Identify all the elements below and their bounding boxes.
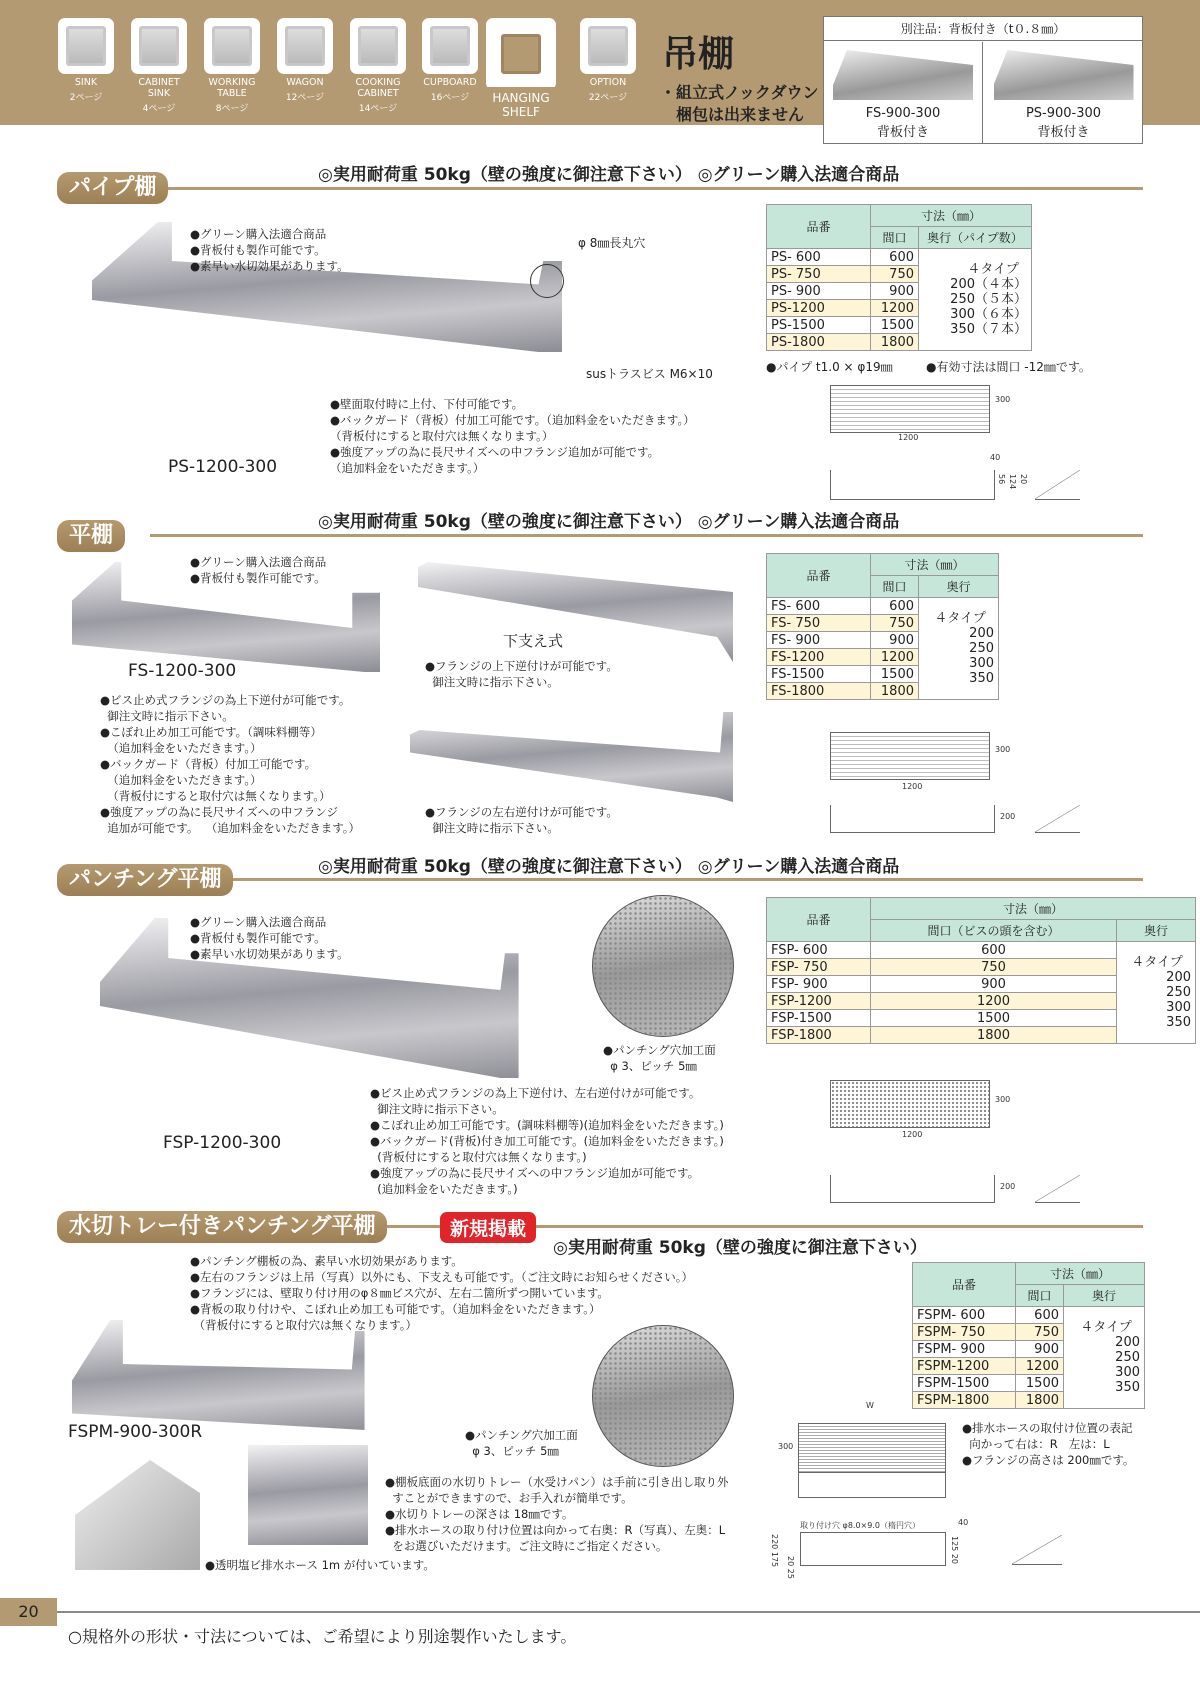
width-cell: 600	[871, 942, 1117, 959]
punching-detail-circle	[592, 895, 734, 1037]
model-cell: FS- 600	[767, 598, 871, 615]
feature-list: ●壁面取付時に上付、下付可能です。 ●バックガード（背板）付加工可能です。（追加料金をいただきます。） （背板付にすると取付穴は無くなります。） ●強度アップの為に長尺サイズへの中フランジ追加が可能です。 （追加料金をいただきます。）	[330, 397, 695, 475]
screw-callout: susトラスビス M6×10	[586, 367, 713, 381]
header-note: 梱包は出来ません	[676, 105, 805, 124]
category-page: 8ページ	[215, 104, 249, 114]
width-cell: 1200	[871, 300, 919, 317]
dimension-label: 300	[995, 745, 1011, 754]
dimension-label: 300	[995, 1095, 1011, 1104]
footer-divider	[57, 1611, 1200, 1613]
section-label-punching: パンチング平棚	[57, 864, 233, 896]
dimension-label: 40	[958, 1518, 969, 1527]
table-note: ●有効寸法は間口 -12㎜です。	[926, 360, 1091, 374]
model-cell: FSPM-1800	[913, 1392, 1016, 1409]
category-icon	[204, 18, 260, 74]
section-divider	[150, 187, 1143, 190]
feature-list: ●グリーン購入法適合商品 ●背板付も製作可能です。	[190, 555, 327, 585]
feature-list: ●グリーン購入法適合商品 ●背板付も製作可能です。 ●素早い水切効果があります。	[190, 227, 349, 273]
drain-shelf-photo	[72, 1320, 390, 1430]
model-cell: FSPM- 600	[913, 1307, 1016, 1324]
width-cell: 750	[871, 266, 919, 283]
width-cell: 1500	[871, 666, 919, 683]
dimension-label: 1200	[902, 1130, 923, 1139]
top-view-drawing	[830, 1080, 990, 1128]
load-notice: ◎実用耐荷重 50kg（壁の強度に御注意下さい） ◎グリーン購入法適合商品	[318, 165, 900, 185]
model-cell: PS-1800	[767, 334, 871, 351]
hole-callout-circle	[530, 264, 564, 298]
category-working-table[interactable]	[203, 18, 261, 114]
category-icon	[580, 18, 636, 74]
width-cell: 900	[871, 283, 919, 300]
dimension-label: 20	[1019, 474, 1028, 485]
category-page: 16ページ	[430, 93, 470, 103]
flat-shelf-photo-2	[410, 712, 733, 802]
width-cell: 1800	[871, 334, 919, 351]
model-cell: FSP-1200	[767, 993, 871, 1010]
col-header-dimensions: 寸法（㎜）	[871, 898, 1196, 920]
table-row	[767, 249, 1032, 266]
col-header-dimensions: 寸法（㎜）	[871, 554, 999, 576]
category-icon	[350, 18, 406, 74]
model-cell: FSP- 750	[767, 959, 871, 976]
width-cell: 750	[1016, 1324, 1064, 1341]
model-cell: FS-1500	[767, 666, 871, 683]
dimension-label: 300	[778, 1442, 794, 1451]
category-option[interactable]	[579, 18, 637, 103]
depth-cell: ４タイプ 200（４本） 250（５本） 300（６本） 350（７本）	[919, 249, 1032, 351]
footer-note: ○規格外の形状・寸法については、ご希望により別途製作いたします。	[68, 1627, 577, 1646]
category-page: 4ページ	[142, 104, 176, 114]
front-view-drawing	[830, 1175, 995, 1203]
category-label: SINK	[74, 77, 98, 88]
width-cell: 600	[1016, 1307, 1064, 1324]
side-view-drawing	[1035, 805, 1080, 833]
model-cell: PS- 750	[767, 266, 871, 283]
model-cell: FSPM- 900	[913, 1341, 1016, 1358]
header-note: ・組立式ノックダウン	[660, 83, 819, 102]
dimension-label: W	[866, 1401, 874, 1410]
model-number: FSPM-900-300R	[68, 1422, 203, 1442]
category-cabinet-sink[interactable]	[130, 18, 188, 114]
new-badge: 新規掲載	[440, 1212, 536, 1243]
spec-table	[766, 553, 999, 700]
feature-list: ●グリーン購入法適合商品 ●背板付も製作可能です。 ●素早い水切効果があります。	[190, 915, 349, 961]
top-view-drawing	[830, 732, 990, 780]
model-number: FSP-1200-300	[163, 1133, 282, 1153]
col-header-width: 間口（ビスの頭を含む）	[871, 920, 1117, 942]
load-notice: ◎実用耐荷重 50kg（壁の強度に御注意下さい）	[553, 1238, 927, 1258]
col-header-depth: 奥行（パイプ数）	[919, 227, 1032, 249]
width-cell: 1500	[871, 1010, 1117, 1027]
width-cell: 600	[871, 249, 919, 266]
category-cupboard[interactable]	[421, 18, 479, 103]
category-icon	[422, 18, 478, 74]
under-support-shelf-photo	[418, 562, 733, 662]
category-page: 12ページ	[285, 93, 325, 103]
category-hanging-shelf[interactable]	[486, 18, 556, 131]
dimension-label: 56	[997, 474, 1006, 485]
feature-list: ●棚板底面の水切りトレー（水受けパン）は手前に引き出し取り外 すことができますので、お手入れが簡単です。 ●水切りトレーの深さは 18㎜です。 ●排水ホースの取り付け位置は向かって右奥：R（写真）、左奥：L をお選びいただけます。ご注文時にご指定ください。	[385, 1475, 729, 1553]
section-label-drain-tray: 水切トレー付きパンチング平棚	[57, 1211, 387, 1243]
shelf-photo	[833, 50, 973, 100]
model-cell: PS-1200	[767, 300, 871, 317]
model-cell: FS-1200	[767, 649, 871, 666]
dimension-label: 取り付け穴 φ8.0×9.0（楕円穴）	[800, 1521, 920, 1530]
top-view-drawing	[830, 385, 990, 433]
section-divider	[150, 878, 1143, 881]
col-header-dimensions: 寸法（㎜）	[871, 205, 1032, 227]
load-notice: ◎実用耐荷重 50kg（壁の強度に御注意下さい） ◎グリーン購入法適合商品	[318, 512, 900, 532]
feature-list: ●フランジの左右逆付けが可能です。 御注文時に指示下さい。	[425, 805, 618, 835]
category-label: COOKING CABINET	[355, 77, 401, 99]
width-cell: 1500	[1016, 1375, 1064, 1392]
col-header-width: 間口	[1016, 1285, 1064, 1307]
category-icon	[277, 18, 333, 74]
option-model: FS-900-300	[865, 106, 941, 121]
model-cell: PS-1500	[767, 317, 871, 334]
category-label: CUPBOARD	[423, 77, 477, 88]
category-label: WORKING TABLE	[208, 77, 256, 99]
width-cell: 750	[871, 959, 1117, 976]
width-cell: 1800	[1016, 1392, 1064, 1409]
category-wagon[interactable]	[276, 18, 334, 103]
table-note: ●パイプ t1.0 × φ19㎜	[766, 360, 893, 374]
table-row	[767, 942, 1196, 959]
width-cell: 900	[871, 976, 1117, 993]
side-view-drawing	[1012, 1535, 1062, 1565]
load-notice: ◎実用耐荷重 50kg（壁の強度に御注意下さい） ◎グリーン購入法適合商品	[318, 857, 900, 877]
page-number: 20	[0, 1598, 57, 1626]
dimension-label: 1200	[902, 782, 923, 791]
dimension-label: 200	[1000, 1182, 1016, 1191]
category-page: 14ページ	[358, 104, 398, 114]
model-cell: PS- 900	[767, 283, 871, 300]
tray-drawing	[798, 1473, 946, 1498]
feature-list: ●フランジの上下逆付けが可能です。 御注文時に指示下さい。	[425, 659, 618, 689]
tray-detail-photo	[248, 1445, 368, 1545]
model-cell: FSPM-1500	[913, 1375, 1016, 1392]
width-cell: 750	[871, 615, 919, 632]
col-header-depth: 奥行	[919, 576, 999, 598]
punching-detail-circle	[592, 1325, 734, 1467]
option-box	[823, 16, 1143, 144]
option-box-title: 別注品：背板付き（t０.８㎜）	[824, 17, 1142, 41]
model-cell: FSP- 600	[767, 942, 871, 959]
width-cell: 1500	[871, 317, 919, 334]
section-divider	[150, 534, 1143, 537]
col-header-width: 間口	[871, 227, 919, 249]
category-label: OPTION	[589, 77, 627, 88]
section-label-pipe: パイプ棚	[57, 172, 168, 204]
option-note: 背板付き	[1037, 125, 1090, 140]
category-icon	[58, 18, 114, 74]
dimension-label: 20 25	[786, 1556, 795, 1579]
category-label: WAGON	[286, 77, 324, 88]
option-item	[984, 42, 1143, 144]
feature-list: ●ビス止め式フランジの為上下逆付が可能です。 御注文時に指示下さい。 ●こぼれ止め加工可能です。（調味料棚等） （追加料金をいただきます。） ●バックガード（背板）付加工可能です。 （追加料金をいただきます。） （背板付にすると取付穴は無くなります。） ●強度アップの為に長尺サイズへの中フランジ 追加が可能です。 （追加料金をいただきます。）	[100, 693, 361, 835]
option-item	[824, 42, 983, 144]
model-cell: FSP-1500	[767, 1010, 871, 1027]
under-support-label: 下支え式	[503, 632, 564, 650]
hose-detail-photo	[75, 1460, 200, 1570]
col-header-model: 品番	[767, 205, 871, 249]
category-icon	[131, 18, 187, 74]
dimension-label: 125 20	[950, 1536, 959, 1564]
width-cell: 1200	[1016, 1358, 1064, 1375]
width-cell: 600	[871, 598, 919, 615]
dimension-label: 300	[995, 395, 1011, 404]
option-note: 背板付き	[876, 125, 929, 140]
col-header-model: 品番	[767, 898, 871, 942]
col-header-dimensions: 寸法（㎜）	[1016, 1263, 1145, 1285]
dimension-label: 124	[1008, 474, 1017, 490]
dimension-label: 220 175	[770, 1534, 779, 1568]
feature-list: ●パンチング棚板の為、素早い水切効果があります。 ●左右のフランジは上吊（写真）以外にも、下支えも可能です。（ご注文時にお知らせください。） ●フランジには、壁取り付け用のφ８㎜ビス穴が、左右二箇所ずつ開いています。 ●背板の取り付けや、こぼれ止め加工も可能です。（追加料金をいただきます。） （背板付にすると取付穴は無くなります。）	[190, 1254, 693, 1332]
category-cooking-cabinet[interactable]	[349, 18, 407, 114]
model-number: FS-1200-300	[128, 661, 237, 681]
page-title: 吊棚	[662, 34, 735, 75]
model-cell: FS- 750	[767, 615, 871, 632]
width-cell: 1200	[871, 649, 919, 666]
dimension-label: 200	[1000, 812, 1016, 821]
punching-caption: ●パンチング穴加工面 φ 3、ピッチ 5㎜	[603, 1043, 716, 1073]
side-view-drawing	[1035, 470, 1080, 500]
feature-list: ●排水ホースの取付け位置の表記 向かって右は：R 左は：L ●フランジの高さは 200㎜です。	[962, 1421, 1135, 1467]
width-cell: 900	[871, 632, 919, 649]
spec-table	[912, 1262, 1145, 1409]
dimension-label: 1200	[898, 433, 919, 442]
width-cell: 1800	[871, 683, 919, 700]
model-cell: FS- 900	[767, 632, 871, 649]
depth-cell: ４タイプ 200 250 300 350	[1117, 942, 1196, 1044]
hole-callout: φ 8㎜長丸穴	[578, 236, 646, 250]
feature-list: ●ビス止め式フランジの為上下逆付け、左右逆付けが可能です。 御注文時に指示下さい。 ●こぼれ止め加工可能です。(調味料棚等)(追加料金をいただきます。) ●バックガード(背板)付き加工可能です。(追加料金をいただきます。) (背板付にすると取付穴は無くなります。) ●強度アップの為に長尺サイズへの中フランジ追加が可能です。 (追加料金をいただきます。)	[370, 1086, 724, 1196]
option-model: PS-900-300	[1025, 106, 1102, 121]
category-sink[interactable]	[57, 18, 115, 103]
model-cell: FS-1800	[767, 683, 871, 700]
spec-table	[766, 897, 1196, 1044]
model-number: PS-1200-300	[168, 457, 278, 477]
model-cell: FSP- 900	[767, 976, 871, 993]
front-view-drawing	[830, 470, 995, 500]
col-header-width: 間口	[871, 576, 919, 598]
category-label: HANGING SHELF	[486, 87, 556, 123]
table-row	[913, 1307, 1145, 1324]
depth-cell: ４タイプ 200 250 300 350	[919, 598, 999, 700]
model-cell: FSP-1800	[767, 1027, 871, 1044]
section-label-flat: 平棚	[57, 520, 125, 552]
width-cell: 900	[1016, 1341, 1064, 1358]
col-header-depth: 奥行	[1117, 920, 1196, 942]
col-header-model: 品番	[767, 554, 871, 598]
model-cell: FSPM-1200	[913, 1358, 1016, 1375]
col-header-model: 品番	[913, 1263, 1016, 1307]
top-view-drawing	[798, 1423, 946, 1473]
width-cell: 1800	[871, 1027, 1117, 1044]
width-cell: 1200	[871, 993, 1117, 1010]
front-view-drawing	[800, 1532, 946, 1566]
col-header-depth: 奥行	[1064, 1285, 1145, 1307]
spec-table	[766, 204, 1032, 351]
model-cell: FSPM- 750	[913, 1324, 1016, 1341]
category-page: 2ページ	[69, 93, 103, 103]
category-icon	[486, 18, 556, 90]
hose-note: ●透明塩ビ排水ホース 1m が付いています。	[205, 1558, 435, 1572]
front-view-drawing	[830, 805, 995, 833]
table-row	[767, 598, 999, 615]
shelf-photo	[994, 50, 1134, 100]
side-view-drawing	[1035, 1175, 1080, 1203]
model-cell: PS- 600	[767, 249, 871, 266]
category-page: 22ページ	[588, 93, 628, 103]
punching-caption: ●パンチング穴加工面 φ 3、ピッチ 5㎜	[465, 1428, 578, 1458]
depth-cell: ４タイプ 200 250 300 350	[1064, 1307, 1145, 1409]
category-label: CABINET SINK	[138, 77, 180, 99]
dimension-label: 40	[990, 453, 1001, 462]
